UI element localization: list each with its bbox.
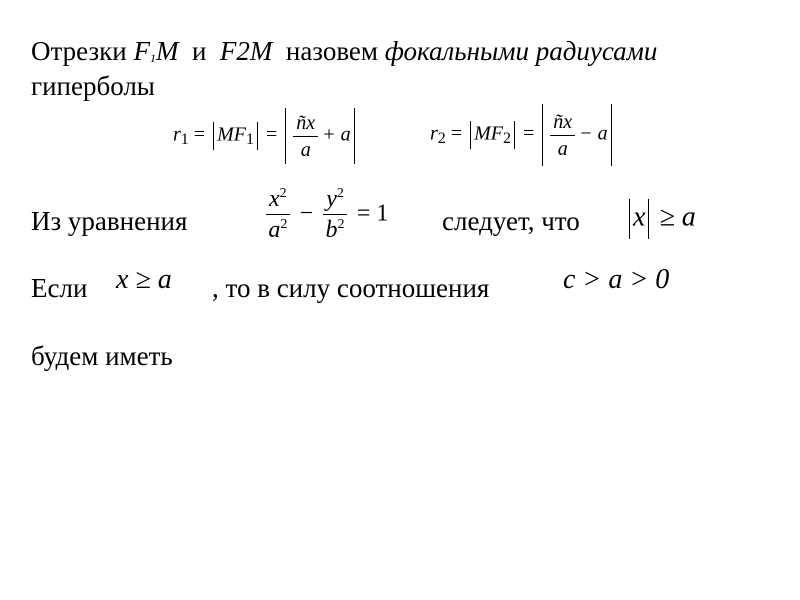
r1-denominator: a <box>300 138 311 161</box>
a-var: a <box>268 217 281 244</box>
r1-numerator: ñx <box>293 112 318 137</box>
r1-letter: r <box>173 123 181 146</box>
abs-bar-tall <box>542 104 543 166</box>
hyperbola-equation <box>262 186 388 244</box>
segment-f2m: F2M <box>219 36 273 66</box>
abs-bar <box>648 199 649 239</box>
abs-bar-tall <box>611 104 612 166</box>
abs-bar <box>629 199 630 239</box>
relation-text: , то в силу соотношения <box>212 273 490 303</box>
equals-one: = 1 <box>356 200 389 227</box>
relation-formula: c > a > 0 <box>563 264 670 295</box>
and-text: и <box>178 36 220 66</box>
abs-bar <box>213 122 214 150</box>
we-have-text: будем иметь <box>31 341 173 371</box>
abs-bar-tall <box>285 108 286 164</box>
formula-r1 <box>173 108 358 164</box>
x-squared <box>266 186 290 215</box>
minus-sign: − <box>299 200 314 227</box>
r2-denominator: a <box>557 137 568 160</box>
r1-mf: MF <box>217 123 246 146</box>
abs-bar-tall <box>354 108 355 164</box>
if-condition: x ≥ a <box>116 264 172 295</box>
geq-a: ≥ a <box>659 201 696 233</box>
r2-subscript: 2 <box>437 129 446 147</box>
intro-text: Отрезки <box>31 36 134 66</box>
r2-tail: − a <box>579 122 608 145</box>
b-exponent: 2 <box>337 217 345 233</box>
formula-r2 <box>430 104 615 166</box>
y-squared <box>323 186 347 215</box>
segment-f1m <box>133 36 178 66</box>
r2-mf: MF <box>474 122 503 145</box>
r2-mf-subscript: 2 <box>502 129 511 147</box>
r2-equals-2: = <box>522 122 535 145</box>
r1-tail: + a <box>322 123 351 146</box>
abs-bar <box>257 122 258 150</box>
follows-text: следует, что <box>442 206 580 236</box>
y-exponent: 2 <box>336 186 344 201</box>
r1-mf-subscript: 1 <box>245 130 254 148</box>
a-squared <box>268 215 287 243</box>
x-exponent: 2 <box>279 186 287 201</box>
x-var: x <box>269 186 280 212</box>
r2-numerator: ñx <box>550 111 575 136</box>
r2-letter: r <box>430 122 438 145</box>
equation-label: Из уравнения <box>31 206 188 236</box>
abs-bar <box>470 121 471 149</box>
r2-fraction <box>550 111 575 160</box>
r1-equals: = <box>193 123 206 146</box>
r1-equals-2: = <box>265 123 278 146</box>
r2-equals: = <box>450 122 463 145</box>
y-var: y <box>326 186 337 212</box>
x-over-a-fraction <box>266 186 290 244</box>
f1-m-letter: M <box>155 36 179 66</box>
abs-bar <box>514 121 515 149</box>
b-var: b <box>325 217 338 244</box>
r1-subscript: 1 <box>180 130 189 148</box>
if-label: Если <box>31 273 88 303</box>
term-focal-radii: фокальными радиусами <box>384 36 658 66</box>
y-over-b-fraction <box>323 186 347 244</box>
f1-letter: F <box>133 36 150 66</box>
r1-fraction <box>293 112 318 161</box>
f1-subscript: 1 <box>149 51 156 65</box>
abs-x-geq-a <box>626 199 696 239</box>
heading-line <box>31 35 657 72</box>
a-exponent: 2 <box>280 217 288 233</box>
call-text: назовем <box>272 36 385 66</box>
b-squared <box>326 215 345 243</box>
hyperbola-word: гиперболы <box>31 71 155 101</box>
abs-x-var: x <box>633 201 646 233</box>
